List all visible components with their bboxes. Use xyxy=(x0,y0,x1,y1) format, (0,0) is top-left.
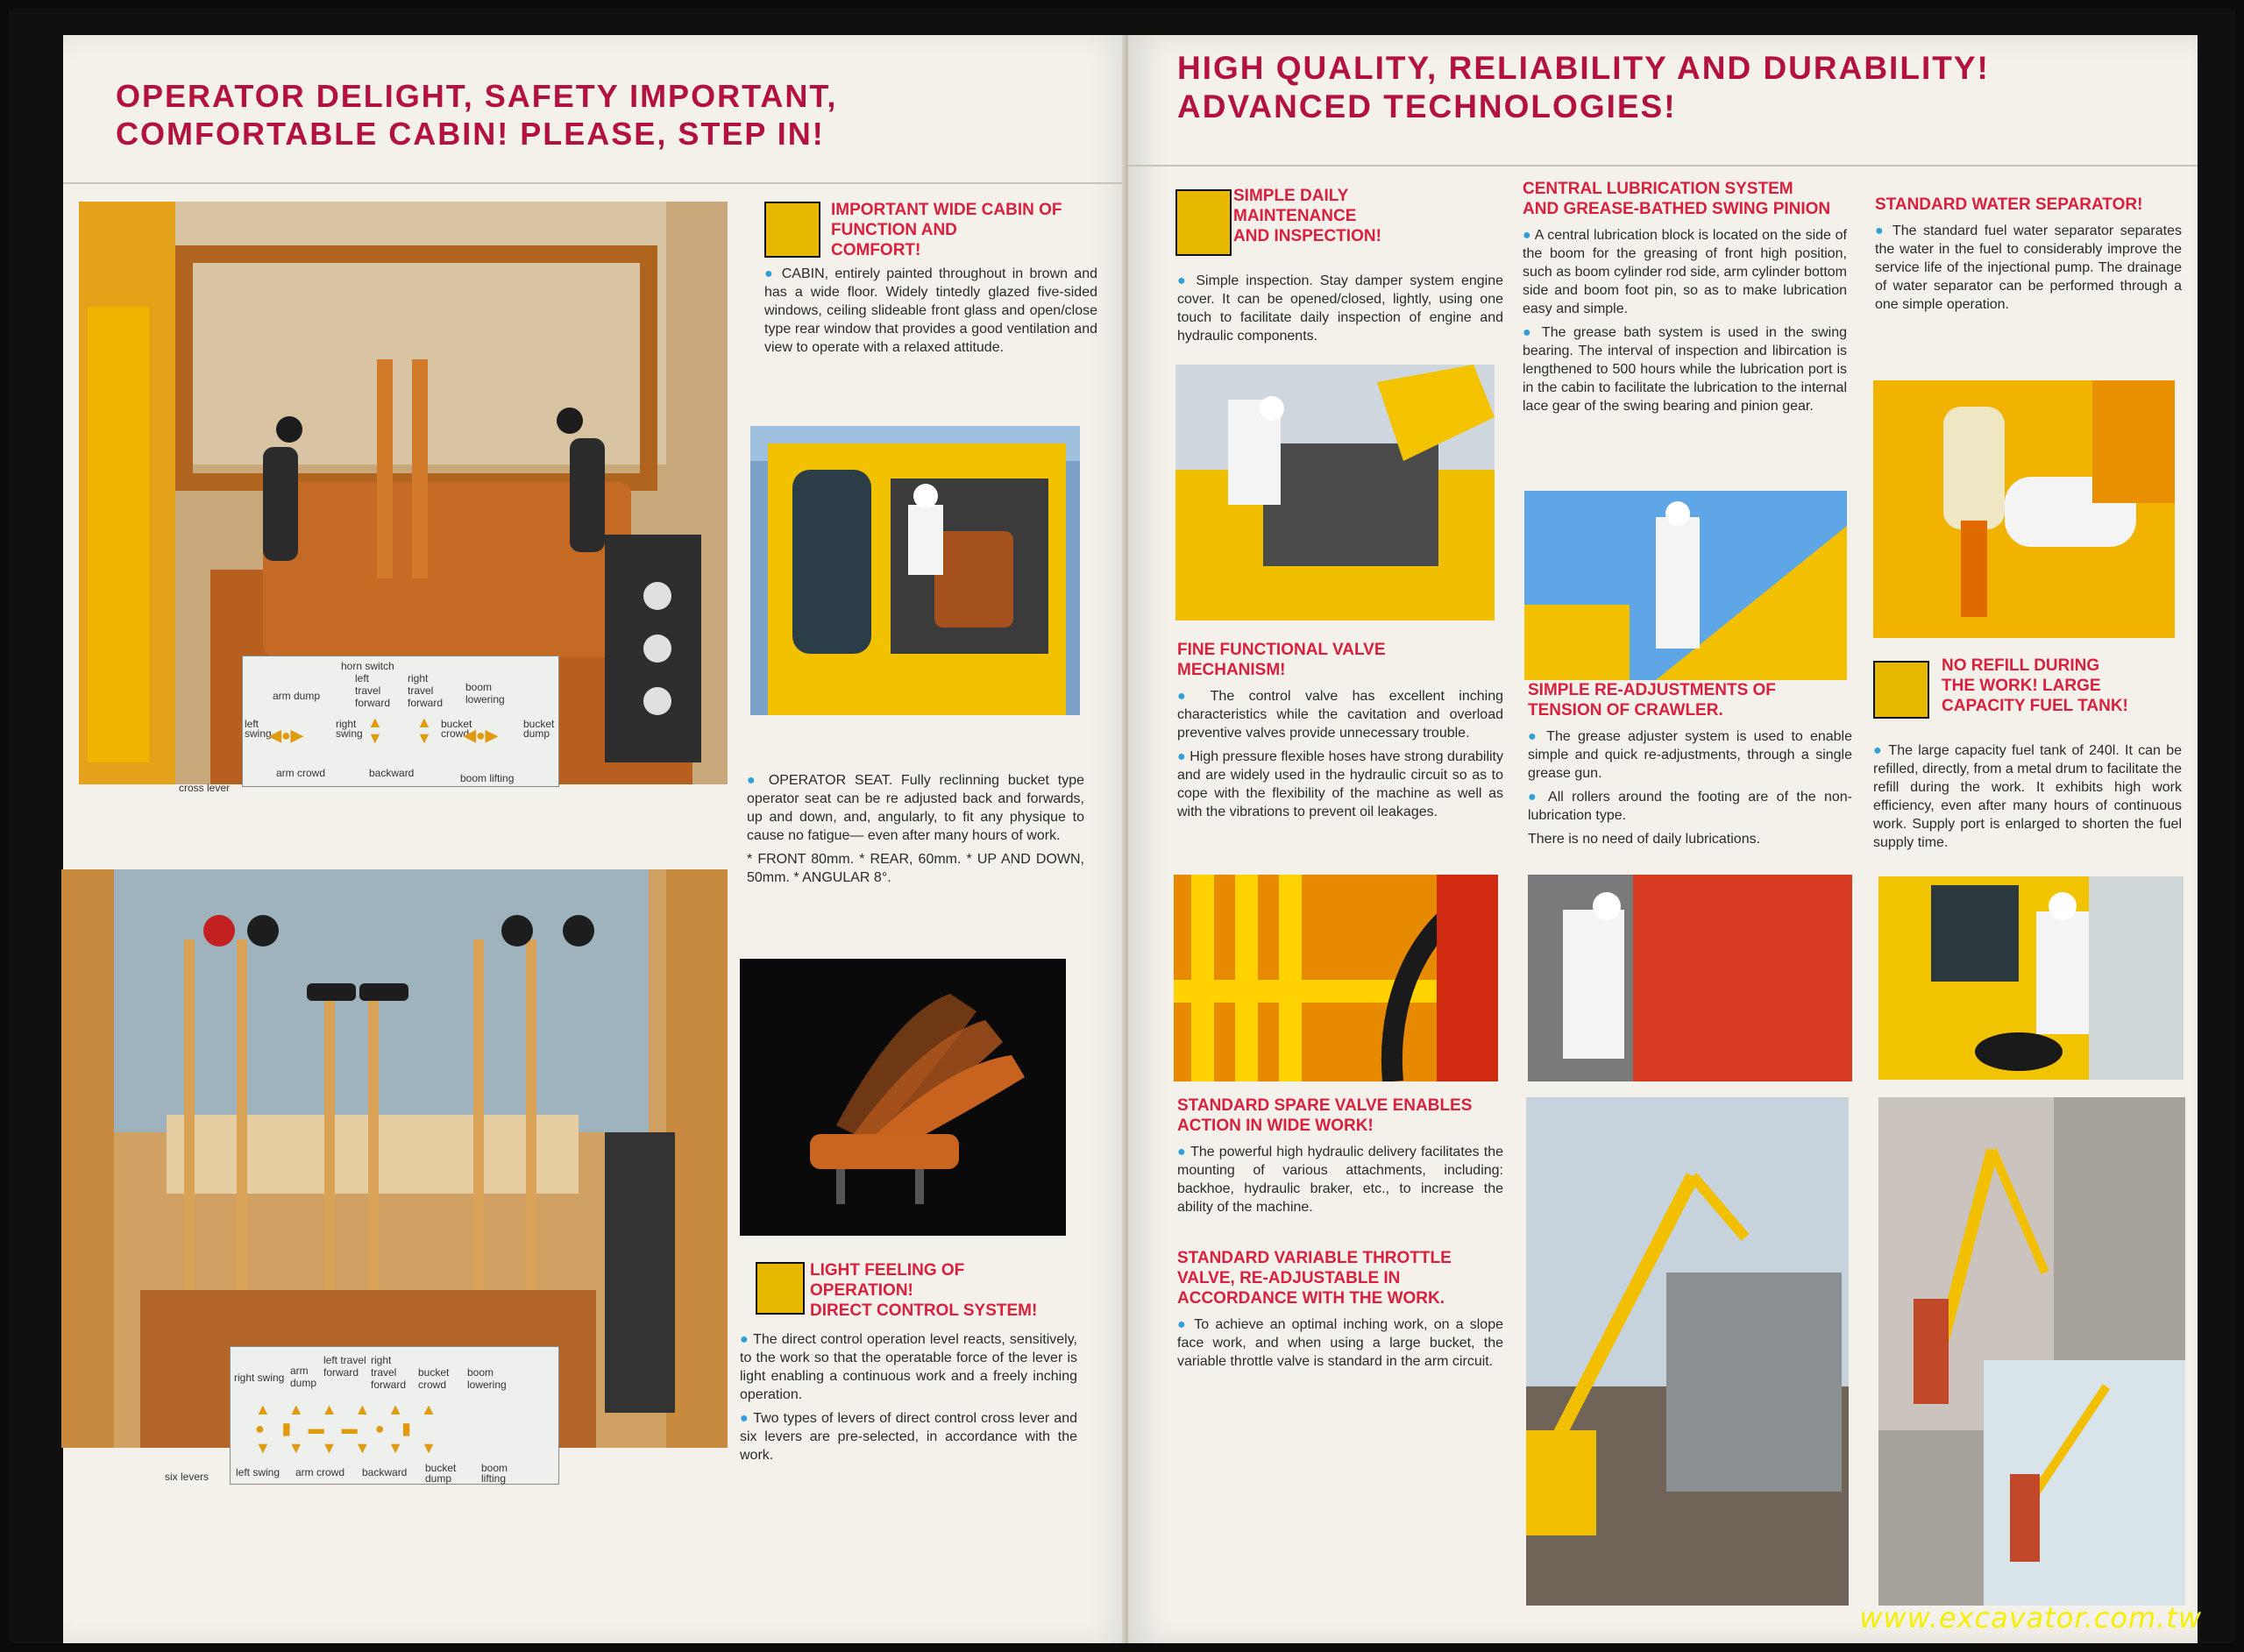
diagram-left-travel-forward: left travel forward xyxy=(355,672,391,709)
bullet-icon: ● xyxy=(1523,325,1542,340)
throttle-section xyxy=(1177,1248,1503,1376)
diagram-boom-lowering-six: boom lowering xyxy=(467,1366,507,1391)
lubrication-text2-body: The grease bath system is used in the swing bearing. The interval of inspection and libircation is lengthened to 500 hours while the lubrication port is in the cabin to facilitate the lubrication to the internal lace gear of the swing bearing and pinion gear. xyxy=(1523,325,1848,414)
diagram-bucket-crowd: bucket crowd xyxy=(441,718,472,740)
lubrication-title xyxy=(1523,179,1847,219)
diagram-right-travel-forward: right travel forward xyxy=(408,672,444,709)
left-headline-line1: OPERATOR DELIGHT, SAFETY IMPORTANT, xyxy=(116,78,838,114)
bullet-icon: ● xyxy=(1875,223,1892,238)
six-levers-caption: six levers xyxy=(165,1471,209,1483)
seat-motion-photo xyxy=(740,959,1066,1236)
throttle-title xyxy=(1177,1248,1503,1308)
diagram-left-swing-six: left swing xyxy=(236,1466,280,1478)
valve-title xyxy=(1177,640,1503,680)
spare-valve-text xyxy=(1177,1143,1503,1216)
lubrication-section xyxy=(1523,179,1847,421)
bullet-icon: ● xyxy=(764,266,782,281)
travel-left-arrows-icon: ▲ ▼ xyxy=(367,713,383,747)
bullet-icon: ● xyxy=(1873,743,1889,758)
watermark: www.excavator.com.tw xyxy=(1859,1601,2202,1634)
seat-text-body: OPERATOR SEAT. Fully reclinning bucket type operator seat can be re adjusted back and forwards, up and down, and, angularly, to fit any physique to cause no fatigue— even after many hours of work. xyxy=(747,773,1085,843)
diagram-right-travel-forward-six: right travel forward xyxy=(371,1354,407,1391)
six-levers-diagram xyxy=(230,1346,559,1485)
left-headline-line2: COMFORTABLE CABIN! PLEASE, STEP IN! xyxy=(116,116,825,152)
water-separator-text-body: The standard fuel water separator separates the water in the fuel to considerably improve the service life of the injectional pump. The drainage of water separator can be performed through a one simple operation. xyxy=(1875,223,2182,312)
lubrication-text1 xyxy=(1523,226,1847,318)
fuel-title-line3: CAPACITY FUEL TANK! xyxy=(1942,697,2128,715)
right-headline-rule xyxy=(1128,165,2198,167)
fuel-text-body: The large capacity fuel tank of 240l. It can be refilled, directly, from a metal drum to facilitate the refill during the work. It exhibits high work efficiency, even after many hours of continuous work. Supply port is enlarged to shorten the fuel supply time. xyxy=(1873,743,2182,850)
spare-valve-section xyxy=(1177,1095,1503,1222)
crawler-title-line1: SIMPLE RE-ADJUSTMENTS OF xyxy=(1528,681,1776,699)
diagram-bucket-dump-six: bucket dump xyxy=(425,1462,457,1485)
seat-specs: * FRONT 80mm. * REAR, 60mm. * UP AND DOWN, 50mm. * ANGULAR 8°. xyxy=(747,852,1084,885)
left-headline-rule xyxy=(63,182,1128,184)
cabin-text xyxy=(764,265,1097,357)
bullet-icon: ● xyxy=(1177,1145,1191,1159)
cabin-section xyxy=(831,200,1094,267)
maintenance-text xyxy=(1177,272,1503,345)
bullet-icon: ● xyxy=(1523,228,1535,243)
spare-valve-title xyxy=(1177,1095,1503,1136)
diagram-backward: backward xyxy=(369,767,415,779)
seat-text xyxy=(747,771,1084,845)
cross-lever-right-arrows-icon: ◀●▶ xyxy=(464,727,498,744)
travel-right-arrows-icon: ▲ ▼ xyxy=(416,713,432,747)
maintenance-text-body: Simple inspection. Stay damper system engine cover. It can be opened/closed, lightly, using one touch to facilitate daily inspection of engine and hydraulic components. xyxy=(1177,273,1504,344)
bullet-icon: ● xyxy=(740,1411,754,1426)
diagram-arm-crowd: arm crowd xyxy=(276,767,326,779)
bullet-icon: ● xyxy=(1528,729,1547,744)
lubrication-title-line2: AND GREASE-BATHED SWING PINION xyxy=(1523,200,1831,218)
right-page xyxy=(1128,35,2198,1643)
crawler-text1-body: The grease adjuster system is used to enable simple and quick re-adjustments, through a single grease gun. xyxy=(1528,729,1852,781)
left-headline xyxy=(116,77,837,152)
cabin-door-icon xyxy=(764,202,820,258)
diagram-bucket-crowd-six: bucket crowd xyxy=(418,1366,450,1391)
water-separator-text xyxy=(1875,222,2182,314)
fuel-text xyxy=(1873,741,2182,852)
left-page xyxy=(63,35,1128,1643)
cabin-title xyxy=(831,200,1094,260)
control-title-line3: DIRECT CONTROL SYSTEM! xyxy=(810,1301,1038,1320)
control-text1 xyxy=(740,1330,1077,1404)
water-separator-section xyxy=(1875,195,2182,319)
bullet-icon: ● xyxy=(1177,749,1190,764)
cross-lever-caption: cross lever xyxy=(179,782,231,794)
diagram-left-travel-forward-six: left travel forward xyxy=(323,1354,366,1379)
seat-section xyxy=(747,771,1084,892)
lubrication-title-line1: CENTRAL LUBRICATION SYSTEM xyxy=(1523,180,1793,198)
bullet-icon: ● xyxy=(747,773,769,788)
lubrication-text2 xyxy=(1523,323,1847,415)
maintenance-section xyxy=(1233,186,1444,253)
right-headline xyxy=(1177,49,1990,127)
crawler-section xyxy=(1528,680,1852,854)
valve-title-line1: FINE FUNCTIONAL VALVE xyxy=(1177,641,1386,659)
valve-text1-body: The control valve has excellent inching characteristics while the cavitation and overload preventive valves provide unnecessary trouble. xyxy=(1177,689,1503,741)
control-title xyxy=(810,1260,1090,1321)
diagram-arm-dump: arm dump xyxy=(273,690,321,702)
maintenance-title xyxy=(1233,186,1444,246)
water-separator-title: STANDARD WATER SEPARATOR! xyxy=(1875,195,2143,214)
diagram-arm-dump-six: arm dump xyxy=(290,1365,317,1389)
valve-text1 xyxy=(1177,687,1503,742)
crawler-title-line2: TENSION OF CRAWLER. xyxy=(1528,701,1723,720)
spare-valve-title-line1: STANDARD SPARE VALVE ENABLES xyxy=(1177,1096,1473,1115)
diagram-right-swing-six: right swing xyxy=(234,1372,285,1384)
cabin-title-line2: FUNCTION AND xyxy=(831,221,957,239)
lever-icon xyxy=(756,1262,805,1315)
water-separator-photo xyxy=(1873,380,2175,638)
bullet-icon: ● xyxy=(740,1332,754,1347)
cross-lever-diagram xyxy=(242,656,559,787)
valve-text2 xyxy=(1177,748,1503,821)
engine-inspection-photo xyxy=(1175,365,1495,620)
cabin-text-block xyxy=(764,265,1097,362)
fuel-title xyxy=(1942,656,2178,716)
throttle-title-line1: STANDARD VARIABLE THROTTLE xyxy=(1177,1249,1452,1267)
control-text2-body: Two types of levers of direct control cross lever and six levers are pre-selected, in accordance with the work. xyxy=(740,1411,1077,1463)
throttle-text xyxy=(1177,1315,1503,1371)
cabin-title-line1: IMPORTANT WIDE CABIN OF xyxy=(831,201,1062,219)
throttle-text-body: To achieve an optimal inching work, on a slope face work, and when using a large bucket, the variable throttle valve is standard in the arm circuit. xyxy=(1177,1317,1504,1369)
valve-title-line2: MECHANISM! xyxy=(1177,661,1286,679)
fuel-section xyxy=(1942,656,2178,723)
valve-section xyxy=(1177,640,1503,826)
right-headline-line2: ADVANCED TECHNOLOGIES! xyxy=(1177,89,1677,125)
fuel-title-line2: THE WORK! LARGE xyxy=(1942,677,2101,695)
bullet-icon: ● xyxy=(1177,1317,1195,1332)
lubrication-photo xyxy=(1524,491,1847,680)
control-text2 xyxy=(740,1409,1077,1464)
fuel-refill-photo xyxy=(1878,876,2184,1080)
control-text-block xyxy=(740,1330,1077,1470)
control-title-line2: OPERATION! xyxy=(810,1281,913,1300)
control-text1-body: The direct control operation level reacts, sensitively, to the work so that the operatable force of the lever is light enabling a continuous work and a freely inching operation. xyxy=(740,1332,1077,1402)
maintenance-title-line1: SIMPLE DAILY MAINTENANCE xyxy=(1233,187,1357,225)
spare-valve-text-body: The powerful high hydraulic delivery facilitates the mounting of various attachments, including: backhoe, hydraulic braker, etc., to increase the ability of the machine. xyxy=(1177,1145,1503,1215)
breaker-attachment-photo xyxy=(1878,1097,2185,1606)
crawler-adjust-photo xyxy=(1528,875,1852,1081)
cabin-text-body: CABIN, entirely painted throughout in brown and has a wide floor. Widely tintedly glazed five-sided windows, ceiling slideable front glass and open/close type rear window that provides a good ventilation and view to operate with a relaxed attitude. xyxy=(764,266,1097,355)
spare-valve-title-line2: ACTION IN WIDE WORK! xyxy=(1177,1117,1374,1135)
crawler-text1 xyxy=(1528,727,1852,783)
diagram-bucket-dump: bucket dump xyxy=(523,718,555,740)
fuel-text-block xyxy=(1873,741,2182,857)
diagram-left-swing: left swing xyxy=(245,718,272,740)
maintenance-text-block xyxy=(1177,272,1503,351)
crawler-text2-body: All rollers around the footing are of the non-lubrication type. xyxy=(1528,790,1852,823)
crawler-text2 xyxy=(1528,788,1852,825)
bullet-icon: ● xyxy=(1528,790,1549,805)
diagram-arm-crowd-six: arm crowd xyxy=(295,1466,345,1478)
diagram-right-swing: right swing xyxy=(336,718,363,740)
diagram-backward-six: backward xyxy=(362,1466,408,1478)
diagram-horn-switch: horn switch xyxy=(341,660,394,672)
valve-text2-body: High pressure flexible hoses have strong durability and are widely used in the hydraulic circuit so as to cope with the flexibility of the machine as well as with the vibrations to prevent oil leakages. xyxy=(1177,749,1503,819)
right-headline-line1: HIGH QUALITY, RELIABILITY AND DURABILITY! xyxy=(1177,50,1990,86)
cross-lever-left-arrows-icon: ◀●▶ xyxy=(269,727,303,744)
control-title-line1: LIGHT FEELING OF xyxy=(810,1261,965,1280)
diagram-boom-lifting-six: boom lifting xyxy=(481,1462,508,1485)
diagram-boom-lifting: boom lifting xyxy=(460,772,515,784)
bullet-icon: ● xyxy=(1177,273,1197,288)
control-section xyxy=(810,1260,1090,1328)
maintenance-title-line2: AND INSPECTION! xyxy=(1233,227,1381,245)
demolition-photo xyxy=(1526,1097,1849,1606)
throttle-title-line3: ACCORDANCE WITH THE WORK. xyxy=(1177,1289,1445,1308)
throttle-title-line2: VALVE, RE-ADJUSTABLE IN xyxy=(1177,1269,1401,1287)
hand-icon xyxy=(1175,189,1232,256)
diagram-boom-lowering: boom lowering xyxy=(465,681,505,705)
bullet-icon: ● xyxy=(1177,689,1211,704)
fuel-title-line1: NO REFILL DURING xyxy=(1942,656,2100,675)
cabin-title-line3: COMFORT! xyxy=(831,241,921,259)
crawler-text3: There is no need of daily lubrications. xyxy=(1528,832,1761,847)
lubrication-text1-body: A central lubrication block is located on the side of the boom for the greasing of front high position, such as boom cylinder rod side, arm cylinder bottom side and boom foot pin, so as to make lubrication easy and simple. xyxy=(1523,228,1847,316)
six-levers-arrows-icon: ▲▲▲▲▲▲ ●▮▬▬●▮ ▼▼▼▼▼▼ xyxy=(255,1400,454,1457)
fuel-icon xyxy=(1873,661,1929,719)
crawler-title xyxy=(1528,680,1852,720)
hydraulic-hoses-photo xyxy=(1174,875,1498,1081)
operator-cab-photo xyxy=(750,426,1080,715)
